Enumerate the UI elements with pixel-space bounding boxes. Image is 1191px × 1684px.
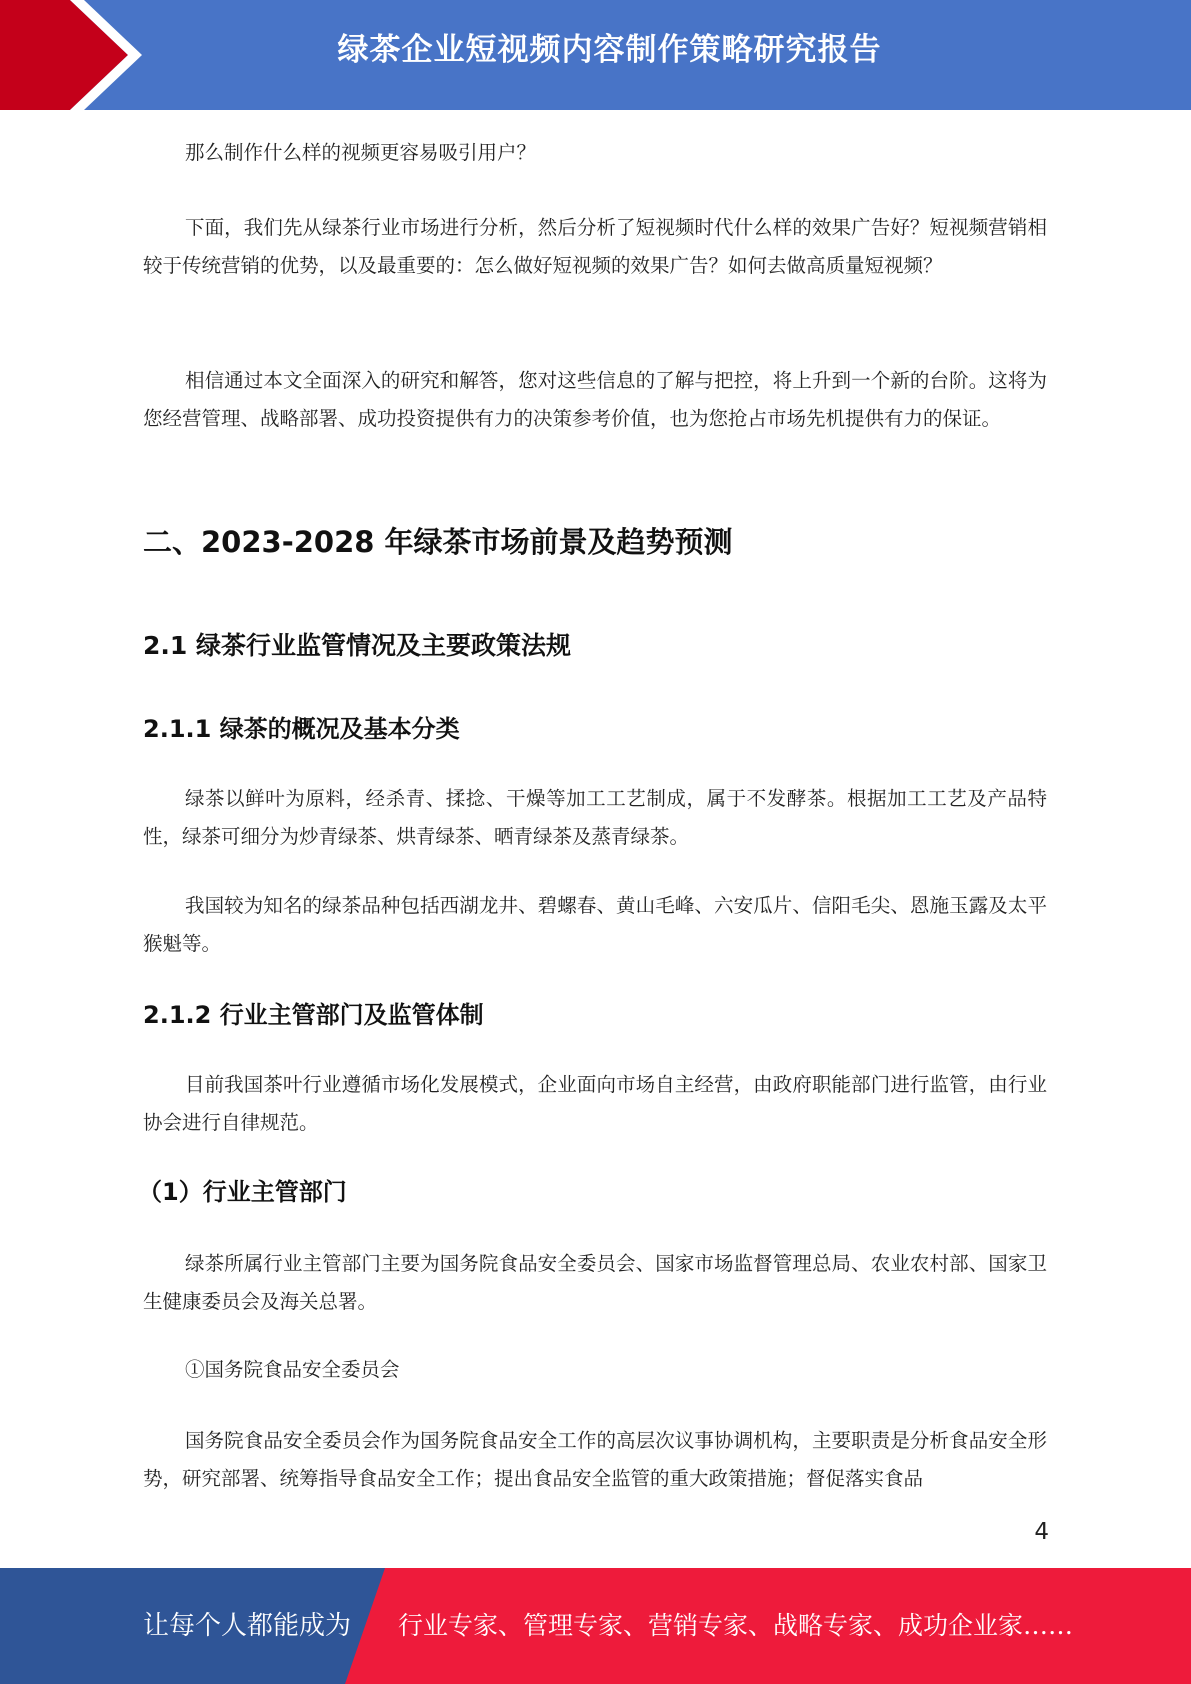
paragraph-analysis-overview: 下面，我们先从绿茶行业市场进行分析，然后分析了短视频时代什么样的效果广告好？短视频营销相较于传统营销的优势，以及最重要的：怎么做好短视频的效果广告？如何去做高质量短视频？ [143,216,1047,277]
list-item-food-safety-committee: ①国务院食品安全委员会 [185,1358,400,1381]
paragraph-authorities-list: 绿茶所属行业主管部门主要为国务院食品安全委员会、国家市场监督管理总局、农业农村部、国家卫生健康委员会及海关总署。 [143,1252,1047,1313]
subsection-heading-2-1-1: 2.1.1 绿茶的概况及基本分类 [143,715,460,743]
subsection-heading-2-1-2: 2.1.2 行业主管部门及监管体制 [143,1001,484,1029]
paragraph-value-statement: 相信通过本文全面深入的研究和解答，您对这些信息的了解与把控，将上升到一个新的台阶。这将为您经营管理、战略部署、成功投资提供有力的决策参考价值，也为您抢占市场先机提供有力的保证。 [143,369,1047,430]
paragraph-regulation-model: 目前我国茶叶行业遵循市场化发展模式，企业面向市场自主经营，由政府职能部门进行监管，由行业协会进行自律规范。 [143,1073,1047,1134]
footer-slogan-left: 让每个人都能成为 [143,1611,352,1641]
subsection-heading-2-1: 2.1 绿茶行业监管情况及主要政策法规 [143,631,571,660]
subsection-heading-authorities: （1）行业主管部门 [138,1178,347,1206]
report-title: 绿茶企业短视频内容制作策略研究报告 [337,32,882,68]
paragraph-famous-varieties: 我国较为知名的绿茶品种包括西湖龙井、碧螺春、黄山毛峰、六安瓜片、信阳毛尖、恩施玉露及太平猴魁等。 [143,894,1047,955]
page-footer [0,1568,1191,1684]
paragraph-green-tea-overview: 绿茶以鲜叶为原料，经杀青、揉捻、干燥等加工工艺制成，属于不发酵茶。根据加工工艺及产品特性，绿茶可细分为炒青绿茶、烘青绿茶、晒青绿茶及蒸青绿茶。 [143,787,1047,848]
section-heading-2: 二、2023-2028 年绿茶市场前景及趋势预测 [143,525,733,559]
paragraph-committee-duties: 国务院食品安全委员会作为国务院食品安全工作的高层次议事协调机构，主要职责是分析食品安全形势，研究部署、统筹指导食品安全工作；提出食品安全监管的重大政策措施；督促落实食品 [143,1429,1047,1490]
page-header [0,0,1191,110]
footer-slogan-right: 行业专家、管理专家、营销专家、战略专家、成功企业家…… [398,1611,1074,1640]
page-number: 4 [1034,1519,1049,1545]
paragraph-intro-question: 那么制作什么样的视频更容易吸引用户？ [185,141,537,164]
